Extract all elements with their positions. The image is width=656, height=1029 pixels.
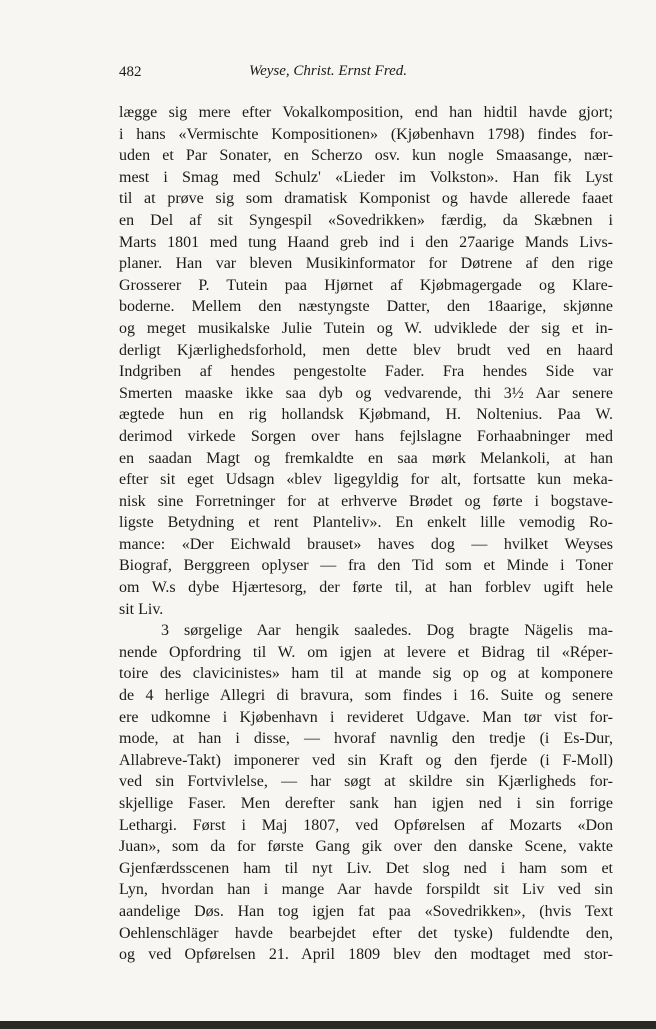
page-number: 482 (119, 64, 142, 80)
text-line: aandelige Døs. Han tog igjen fat paa «Sovedrikken», (hvis Text (119, 902, 613, 920)
text-line: Indgriben af hendes pengestolte Fader. Fra hendes Side var (119, 363, 613, 381)
text-line: skjellige Faser. Men derefter sank han igjen ned i sin forrige (119, 795, 613, 812)
text-line: om W.s dybe Hjærtesorg, der førte til, at han forblev ugift hele (119, 579, 613, 597)
text-line: Allabreve-Takt) imponerer ved sin Kraft og den fjerde (i F-Moll) (119, 751, 613, 769)
text-line: ere udkomne i Kjøbenhavn i revideret Udgave. Man tør vist for- (119, 708, 613, 726)
text-line: til at prøve sig som dramatisk Komponist og havde allerede faaet (119, 190, 613, 208)
text-line: 3 sørgelige Aar hengik saaledes. Dog bragte Nägelis ma- (161, 622, 613, 640)
text-line: i hans «Vermischte Kompositionen» (Kjøbenhavn 1798) findes for- (119, 125, 613, 143)
text-line: mance: «Der Eichwald brauset» haves dog — hvilket Weyses (119, 535, 613, 553)
text-line: Gjenfærdsscenen ham til nyt Liv. Det slog ned i ham som et (119, 859, 613, 877)
text-line: planer. Han var bleven Musikinformator for Døtrene af den rige (119, 255, 613, 273)
text-line: boderne. Mellem den næstyngste Datter, den 18aarige, skjønne (119, 298, 613, 316)
body-text (119, 102, 613, 966)
text-line: uden et Par Sonater, en Scherzo osv. kun nogle Smaasange, nær- (119, 147, 613, 165)
text-line: ligste Betydning et rent Planteliv». En enkelt lille vemodig Ro- (119, 514, 613, 532)
text-line: Lyn, hvordan han i mange Aar havde forspildt sit Liv ved sin (119, 881, 613, 899)
paragraph-2 (119, 620, 613, 966)
text-line: Grosserer P. Tutein paa Hjørnet af Kjøbmagergade og Klare- (119, 276, 613, 294)
text-line: sit Liv. (119, 600, 164, 618)
running-head: Weyse, Christ. Ernst Fred. (248, 63, 408, 79)
text-line: ved sin Fortvivlelse, — har søgt at skildre sin Kjærligheds for- (119, 773, 613, 791)
text-line: og ved Opførelsen 21. April 1809 blev den modtaget med stor- (119, 946, 613, 964)
text-line: en saadan Magt og fremkaldte en saa mørk Melankoli, at han (119, 449, 613, 467)
text-line: Biograf, Berggreen oplyser — fra den Tid som et Minde i Toner (119, 557, 613, 575)
text-line: derligt Kjærlighedsforhold, men dette blev brudt ved en haard (119, 341, 613, 359)
text-line: Juan», som da for første Gang gik over den danske Scene, vakte (119, 838, 613, 856)
text-line: toire des clavicinistes» ham til at mande sig op og at komponere (119, 665, 613, 683)
text-line: lægge sig mere efter Vokalkomposition, end han hidtil havde gjort; (119, 104, 613, 121)
text-line: mest i Smag med Schulz' «Lieder im Volkston». Han fik Lyst (119, 168, 613, 186)
text-line: de 4 herlige Allegri di bravura, som findes i 16. Suite og senere (119, 687, 613, 705)
text-line: nisk sine Forretninger for at erhverve Brødet og førte i bogstave- (119, 492, 613, 510)
text-line: Marts 1801 med tung Haand greb ind i den 27aarige Mands Livs- (119, 233, 613, 251)
bottom-edge-band (0, 1021, 656, 1029)
text-line: ægtede hun en rig hollandsk Kjøbmand, H. Noltenius. Paa W. (119, 406, 613, 424)
text-line: Smerten maaske ikke saa dyb og vedvarende, thi 3½ Aar senere (119, 384, 613, 402)
text-line: efter sit eget Udsagn «blev ligegyldig for alt, fortsatte kun meka- (119, 471, 613, 489)
text-line: derimod virkede Sorgen over hans fejlslagne Forhaabninger med (119, 427, 613, 445)
text-line: en Del af sit Syngespil «Sovedrikken» færdig, da Skæbnen i (119, 211, 613, 229)
paragraph-1 (119, 102, 613, 620)
text-line: Oehlenschläger havde bearbejdet efter det tyske) fuldendte den, (119, 924, 613, 942)
text-line: og meget musikalske Julie Tutein og W. udviklede der sig et in- (119, 319, 613, 337)
text-line: nende Opfordring til W. om igjen at levere et Bidrag til «Réper- (119, 643, 613, 661)
text-line: Lethargi. Først i Maj 1807, ved Opførelsen af Mozarts «Don (119, 816, 613, 834)
text-line: mode, at han i disse, — hvoraf navnlig den tredje (i Es-Dur, (119, 730, 613, 748)
